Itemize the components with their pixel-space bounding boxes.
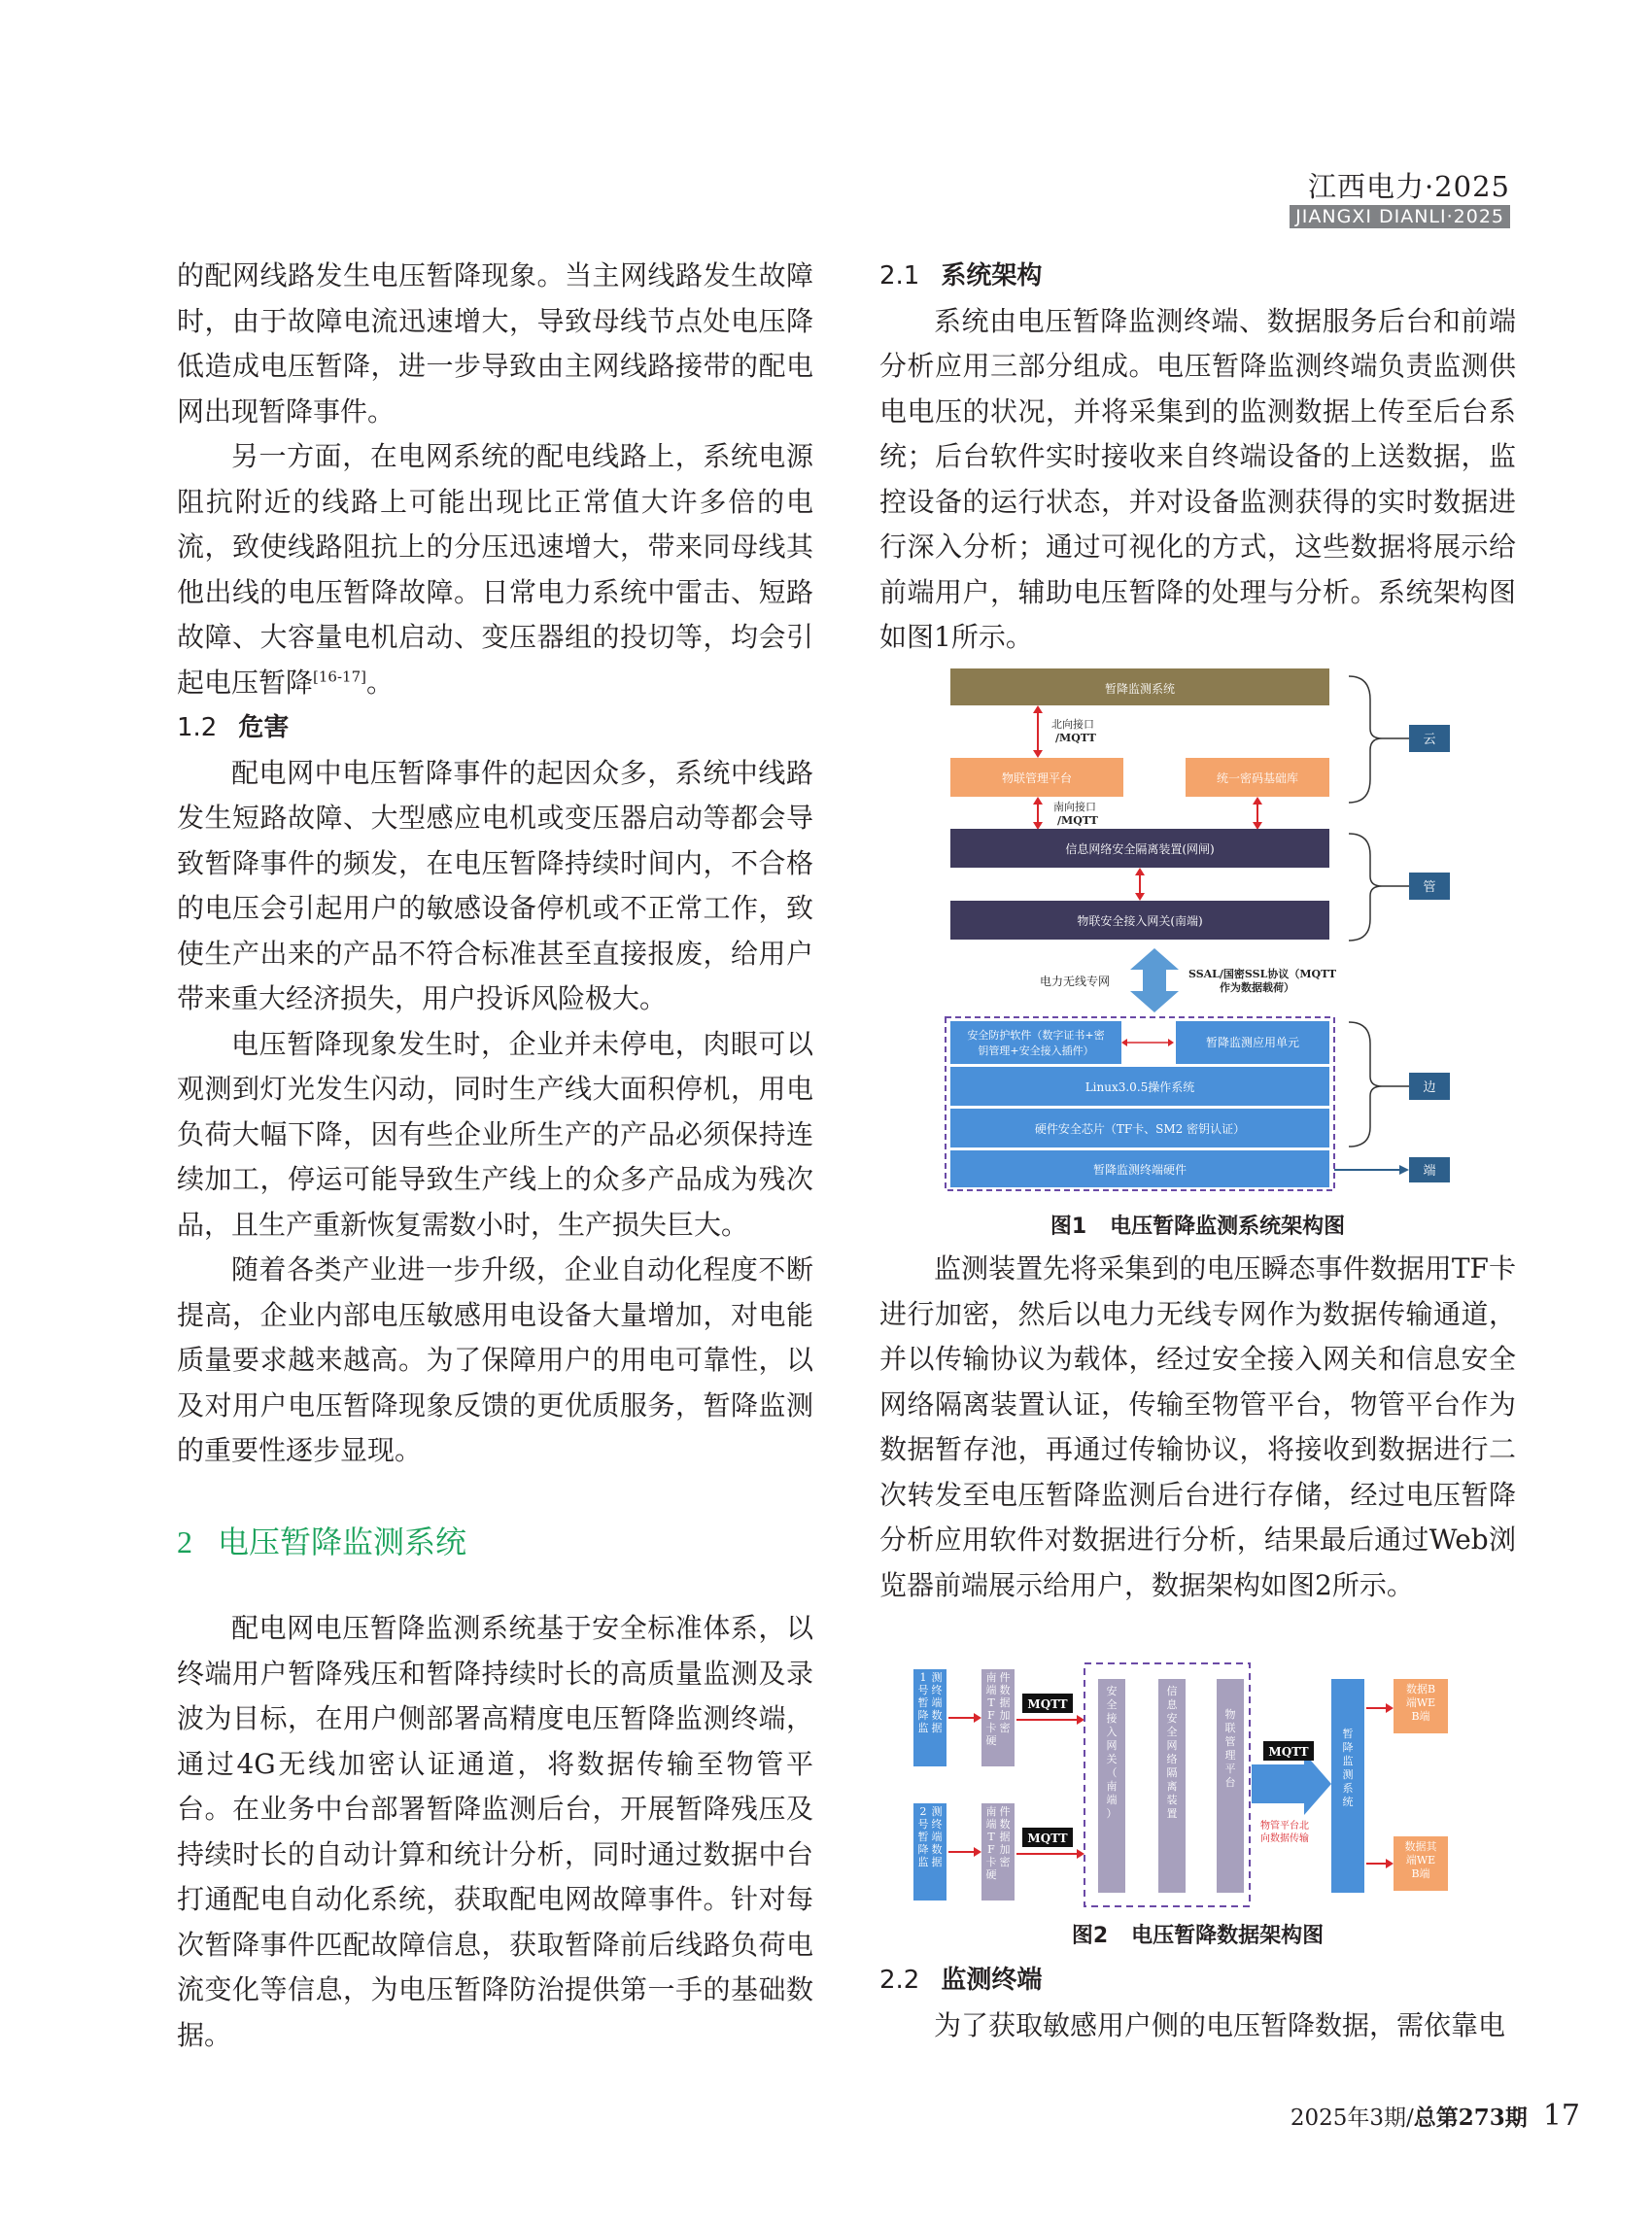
- svg-text:MQTT: MQTT: [1268, 1745, 1309, 1759]
- chapter-heading: 2 电压暂降监测系统: [177, 1524, 467, 1560]
- svg-text:MQTT: MQTT: [1132, 1028, 1163, 1039]
- paragraph: 为了获取敏感用户侧的电压暂降数据，需依靠电: [934, 2008, 1506, 2041]
- page-footer: 2025年3期/总第273期 17: [1290, 2099, 1580, 2133]
- wireless-arrow: [1130, 948, 1179, 1012]
- svg-text:物联安全接入网关(南端): 物联安全接入网关(南端): [1077, 914, 1203, 928]
- paragraph: 的配网线路发生电压暂降现象。当主网线路发生故障时，由于故障电流迅速增大，导致母线节点处电压降低造成电压暂降，进一步导致由主网线路接带的配电网出现暂降事件。: [177, 259, 813, 428]
- svg-text:南向接口: 南向接口: [1053, 801, 1096, 813]
- right-column-bottom: [879, 1958, 1516, 2048]
- svg-text:物联管理平台: 物联管理平台: [1001, 771, 1073, 785]
- left-column-lower: [177, 1606, 813, 2058]
- svg-text:钥管理+安全接入插件）: 钥管理+安全接入插件）: [978, 1045, 1094, 1057]
- svg-text:北向接口: 北向接口: [1051, 718, 1094, 731]
- svg-text:电力无线专网: 电力无线专网: [1040, 975, 1111, 988]
- svg-text:边: 边: [1423, 1080, 1436, 1095]
- svg-text:信息网络安全隔离装置(网闸): 信息网络安全隔离装置(网闸): [1065, 842, 1215, 856]
- left-column: [177, 254, 813, 1474]
- paragraph: 随着各类产业进一步升级，企业自动化程度不断提高，企业内部电压敏感用电设备大量增加，对电能质量要求越来越高。为了保障用户的用电可靠性，以及对用户电压暂降现象反馈的更优质服务，暂降监测的重要性逐步显现。: [177, 1253, 813, 1466]
- svg-text:硬件安全芯片（TF卡、SM2 密钥认证）: 硬件安全芯片（TF卡、SM2 密钥认证）: [1034, 1122, 1246, 1136]
- figure-2-diagram: [904, 1660, 1487, 1910]
- svg-text:MQTT: MQTT: [1027, 1832, 1068, 1845]
- gateway-label: 安全接入网关（南端）: [1106, 1685, 1118, 1820]
- section-heading: 2.2 监测终端: [879, 1966, 1043, 1995]
- journal-subtitle: JIANGXI DIANLI·2025: [1290, 205, 1510, 228]
- svg-text:云: 云: [1423, 733, 1436, 747]
- svg-text:安全防护软件（数字证书+密: 安全防护软件（数字证书+密: [967, 1029, 1105, 1042]
- svg-text:SSAL/国密SSL协议（MQTT: SSAL/国密SSL协议（MQTT: [1188, 968, 1337, 980]
- paragraph: 电压暂降现象发生时，企业并未停电，肉眼可以观测到灯光发生闪动，同时生产线大面积停机，用电负荷大幅下降，因有些企业所生产的产品必须保持连续加工，停运可能导致生产线上的众多产品成为残次品，且生产重新恢复需数小时，生产损失巨大。: [177, 1027, 813, 1241]
- svg-text:统一密码基础库: 统一密码基础库: [1216, 771, 1299, 785]
- svg-text:/MQTT: /MQTT: [1055, 732, 1096, 744]
- terminal-1-label: 1 号暂降监测终端数据: [917, 1671, 943, 1734]
- paragraph: 配电网中电压暂降事件的起因众多，系统中线路发生短路故障、大型感应电机或变压器启动等都会导致暂降事件的频发，在电压暂降持续时间内，不合格的电压会引起用户的敏感设备停机或不正常工作，致使生产出来的产品不符合标准甚至直接报废，给用户带来重大经济损失，用户投诉风险极大。: [177, 756, 813, 1014]
- svg-text:/MQTT: /MQTT: [1057, 814, 1098, 827]
- figure-2-caption: 图2 电压暂降数据架构图: [1071, 1924, 1325, 1948]
- security-software-box: [950, 1021, 1121, 1064]
- svg-text:暂降监测终端硬件: 暂降监测终端硬件: [1092, 1163, 1187, 1177]
- svg-text:暂降监测应用单元: 暂降监测应用单元: [1205, 1036, 1300, 1049]
- right-column-middle: [879, 1247, 1516, 1608]
- svg-text:暂降监测系统: 暂降监测系统: [1104, 682, 1176, 696]
- svg-text:MQTT: MQTT: [1027, 1697, 1068, 1711]
- svg-text:作为数据载荷）: 作为数据载荷）: [1220, 981, 1294, 994]
- section-heading: 2.1 系统架构: [879, 261, 1043, 291]
- svg-text:物管平台北: 物管平台北: [1260, 1821, 1309, 1832]
- paragraph: 系统由电压暂降监测终端、数据服务后台和前端分析应用三部分组成。电压暂降监测终端负责监测供电电压的状况，并将采集到的监测数据上传至后台系统；后台软件实时接收来自终端设备的上送数据，监控设备的运行状态，并对设备监测获得的实时数据进行深入分析；通过可视化的方式，这些数据将展示给前端用户，辅助电压暂降的处理与分析。系统架构图如图1所示。: [879, 304, 1516, 653]
- north-arrow: [1252, 1753, 1331, 1815]
- paragraph: 配电网电压暂降监测系统基于安全标准体系，以终端用户暂降残压和暂降持续时长的高质量监测及录波为目标，在用户侧部署高精度电压暂降监测终端，通过4G无线加密认证通道，将数据传输至物管平台。在业务中台部署暂降监测后台，开展暂降残压及持续时长的自动计算和统计分析，同时通过数据中台打通配电自动化系统，获取配电网故障事件。针对每次暂降事件匹配故障信息，获取暂降前后线路负荷电流变化等信息，为电压暂降防治提供第一手的基础数据。: [177, 1612, 813, 2051]
- page-number: 17: [1542, 2099, 1580, 2133]
- svg-text:Linux3.0.5操作系统: Linux3.0.5操作系统: [1084, 1080, 1195, 1094]
- web-b-label: 数据其端WE B端: [1404, 1840, 1437, 1880]
- figure-1-diagram: [943, 661, 1477, 1205]
- encryption-2-label: 南端 T F 卡硬件数据加密: [985, 1805, 1011, 1881]
- svg-text:端: 端: [1423, 1164, 1436, 1179]
- terminal-2-label: 2 号暂降监测终端数据: [917, 1805, 943, 1868]
- journal-title: 江西电力·2025: [1307, 170, 1510, 203]
- web-a-label: 数据B 端WE B端: [1405, 1683, 1436, 1723]
- citation: [16-17]: [313, 668, 366, 686]
- paragraph: 监测装置先将采集到的电压瞬态事件数据用TF卡进行加密，然后以电力无线专网作为数据传输通道，并以传输协议为载体，经过安全接入网关和信息安全网络隔离装置认证，传输至物管平台，物管平台作为数据暂存池，再通过传输协议，将接收到数据进行二次转发至电压暂降监测后台进行存储，经过电压暂降分析应用软件对数据进行分析，结果最后通过Web浏览器前端展示给用户，数据架构如图2所示。: [879, 1252, 1516, 1601]
- svg-text:管: 管: [1423, 880, 1436, 895]
- right-column-top: [879, 254, 1516, 661]
- paragraph: 另一方面，在电网系统的配电线路上，系统电源阻抗附近的线路上可能出现比正常值大许多倍的电流，致使线路阻抗上的分压迅速增大，带来同母线其他出线的电压暂降故障。日常电力系统中雷击、短路故障、大容量电机启动、变压器组的投切等，均会引起电压暂降[16-17]。: [177, 440, 813, 699]
- svg-text:向数据传输: 向数据传输: [1260, 1833, 1309, 1844]
- monitor-system-label: 暂降监测系统: [1342, 1728, 1354, 1808]
- isolation-label: 信息安全网络隔离装置: [1166, 1685, 1178, 1820]
- encryption-1-label: 南端 T F 卡硬件数据加密: [985, 1671, 1011, 1747]
- section-heading: 1.2 危害: [177, 713, 290, 742]
- iot-label: 物联管理平台: [1224, 1708, 1236, 1789]
- figure-1-caption: 图1 电压暂降监测系统架构图: [1050, 1215, 1346, 1239]
